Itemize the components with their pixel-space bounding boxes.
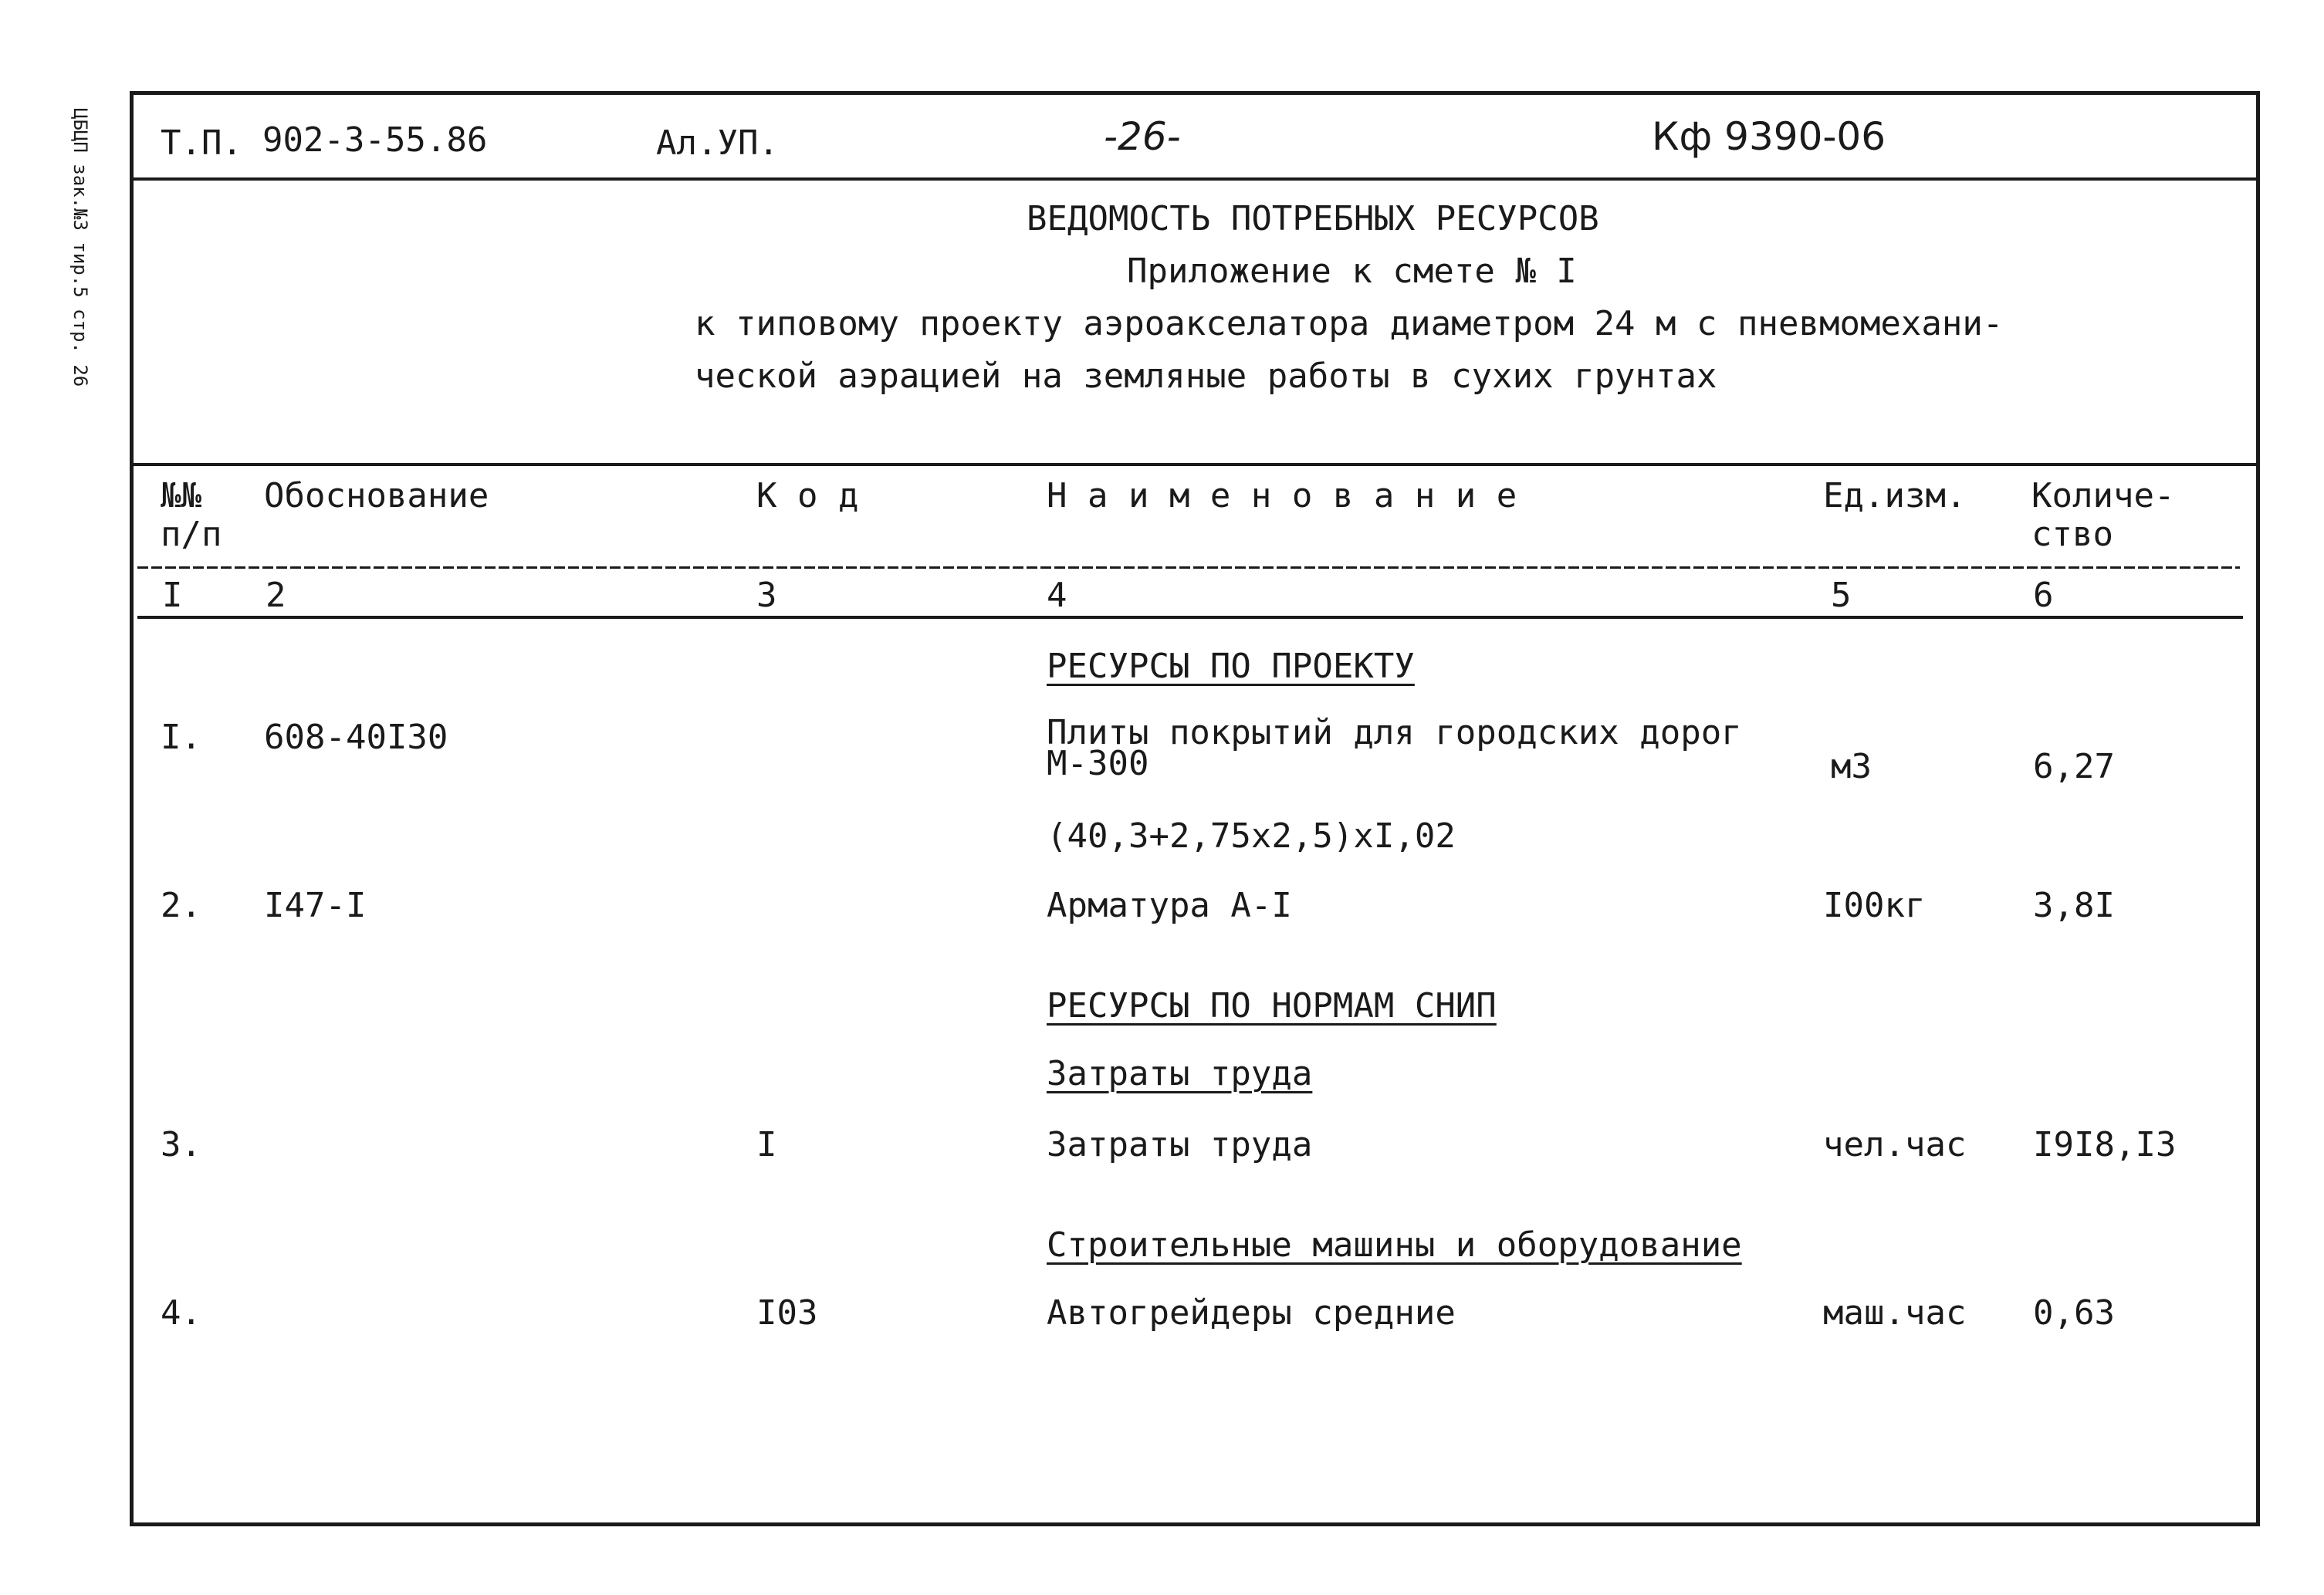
document-description-line2: ческой аэрацией на земляные работы в сухих грунтах [695,357,1717,396]
col-header-qty-line1: Количе- [2031,476,2175,515]
row-2-qty: 3,8I [2033,886,2115,925]
row-4-num: 4. [161,1293,201,1333]
row-1-unit: м3 [1831,747,1872,786]
row-3-qty: I9I8,I3 [2033,1125,2177,1164]
document-description-line1: к типовому проекту аэроакселатора диаметром 24 м с пневмомехани- [695,304,2004,343]
section-project-resources: РЕСУРСЫ ПО ПРОЕКТУ [1047,647,1415,686]
row-2-name: Арматура А-I [1047,886,1292,925]
row-4-name: Автогрейдеры средние [1047,1293,1456,1333]
header-divider [131,177,2258,181]
row-4-code: I03 [756,1293,818,1333]
order-code: Кф 9390-06 [1652,114,1886,159]
col-number-3: 3 [756,576,777,615]
col-number-5: 5 [1831,576,1852,615]
section-labor-costs: Затраты труда [1047,1054,1313,1093]
col-header-qty-line2: ство [2031,515,2113,554]
project-code-number: 902-3-55.86 [262,120,488,160]
row-3-unit: чел.час [1823,1125,1967,1164]
row-1-name-line1: Плиты покрытий для городских дорог [1047,713,1742,752]
document-subtitle: Приложение к смете № I [1127,252,1577,291]
row-1-num: I. [161,718,201,757]
row-2-unit: I00кг [1823,886,1926,925]
col-header-code: К о д [756,476,859,515]
row-2-num: 2. [161,886,201,925]
row-1-qty: 6,27 [2033,747,2115,786]
col-header-unit: Ед.изм. [1823,476,1967,515]
col-header-basis: Обоснование [264,476,489,515]
row-4-unit: маш.час [1823,1293,1967,1333]
row-1-formula: (40,3+2,75x2,5)xI,02 [1047,816,1456,856]
row-4-qty: 0,63 [2033,1293,2115,1333]
col-number-2: 2 [266,576,286,615]
margin-note-text: ЦБЦП зак.№3 тир.5 стр. 26 [69,108,91,387]
row-3-num: 3. [161,1125,201,1164]
col-header-num-line1: №№ [161,476,201,515]
page-number: -26- [1104,114,1181,159]
row-3-name: Затраты труда [1047,1125,1313,1164]
album-label: Ал.УП. [656,123,779,163]
column-header-divider [137,566,2240,569]
col-number-1: I [162,576,183,615]
row-1-name-line2: М-300 [1047,744,1149,783]
row-1-name [1047,713,1742,783]
margin-note [60,108,91,478]
project-code-prefix: Т.П. [161,123,242,163]
col-number-6: 6 [2033,576,2054,615]
table-body-divider [137,616,2243,619]
col-header-qty [2031,477,2174,554]
section-machines: Строительные машины и оборудование [1047,1225,1742,1265]
title-divider [131,463,2258,466]
col-header-name: Н а и м е н о в а н и е [1047,476,1517,515]
row-1-basis: 608-40I30 [264,718,448,757]
section-snip-resources: РЕСУРСЫ ПО НОРМАМ СНИП [1047,986,1497,1026]
col-number-4: 4 [1047,576,1067,615]
row-2-basis: I47-I [264,886,367,925]
col-header-num [161,477,222,554]
document-title: ВЕДОМОСТЬ ПОТРЕБНЫХ РЕСУРСОВ [1027,199,1599,238]
row-3-code: I [756,1125,777,1164]
col-header-num-line2: п/п [161,515,222,554]
